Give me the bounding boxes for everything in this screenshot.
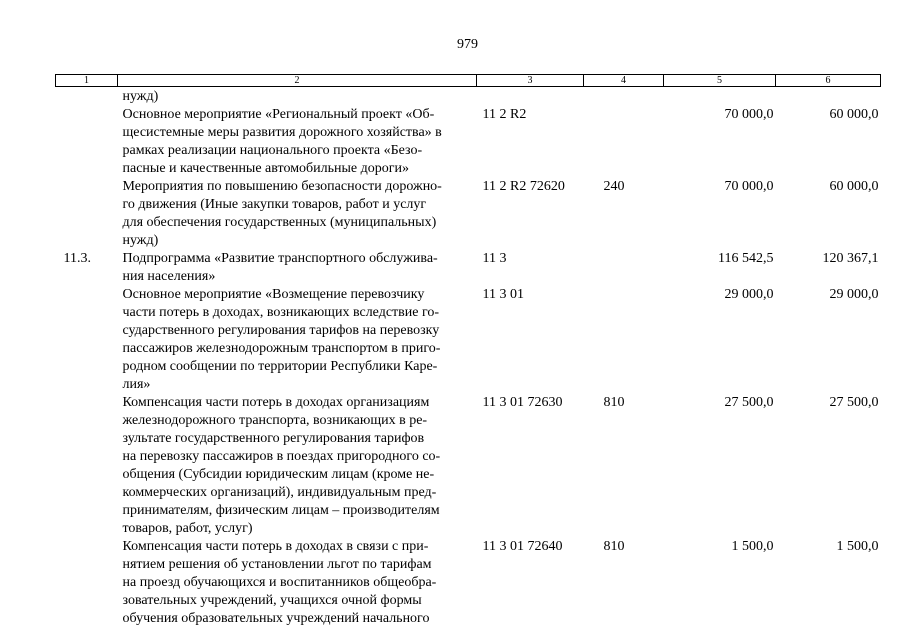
row-number — [56, 106, 118, 178]
row-amount-year-1: 70 000,0 — [724, 107, 774, 122]
row-amount-year-2 — [776, 87, 881, 107]
description-line: Основное мероприятие «Региональный проект «Об- — [122, 107, 435, 122]
row-target-code: 11 3 01 — [482, 287, 524, 302]
description-line: пасные и качественные автомобильные дороги» — [122, 161, 410, 176]
description-line: зультате государственного регулирования тарифов — [122, 431, 425, 446]
description-line: ния населения» — [122, 269, 216, 284]
row-target-code: 11 2 R2 — [482, 107, 527, 122]
description-line: Мероприятия по повышению безопасности дорожно- — [122, 179, 442, 194]
description-line: нятием решения об установлении льгот по тарифам — [122, 557, 432, 572]
row-expense-type: 240 — [603, 179, 625, 194]
row-target-code — [477, 87, 584, 107]
description-line: го движения (Иные закупки товаров, работ и услуг — [122, 197, 427, 212]
table-body — [56, 87, 881, 629]
column-header-3: 3 — [477, 75, 584, 87]
row-amount-year-1: 1 500,0 — [731, 539, 774, 554]
budget-table — [55, 74, 881, 628]
description-line: принимателям, физическим лицам – производителям — [122, 503, 440, 518]
description-line: общения (Субсидии юридическим лицам (кроме не- — [122, 467, 435, 482]
description-line: на проезд обучающихся и воспитанников общеобра- — [122, 575, 437, 590]
description-line: родном сообщении по территории Республики Каре- — [122, 359, 438, 374]
description-line: пассажиров железнодорожным транспортом в приго- — [122, 341, 441, 356]
description-line: Компенсация части потерь в доходах в связи с при- — [122, 539, 429, 554]
row-number — [56, 178, 118, 250]
description-line: нужд) — [122, 233, 159, 248]
description-line: железнодорожного транспорта, возникающих в ре- — [122, 413, 428, 428]
table-row — [56, 178, 881, 250]
row-amount-year-1: 70 000,0 — [724, 179, 774, 194]
row-number — [56, 87, 118, 107]
description-line: лия» — [122, 377, 151, 392]
table-header-row — [56, 75, 881, 87]
row-amount-year-2: 60 000,0 — [829, 179, 879, 194]
column-header-5: 5 — [664, 75, 776, 87]
row-description — [118, 394, 477, 538]
description-line: коммерческих организаций), индивидуальным пред- — [122, 485, 437, 500]
table-row — [56, 87, 881, 107]
description-line: щесистемные меры развития дорожного хозяйства» в — [122, 125, 442, 140]
row-target-code: 11 3 01 72640 — [482, 539, 563, 554]
row-number — [56, 286, 118, 394]
row-expense-type: 810 — [603, 539, 625, 554]
description-line: товаров, работ, услуг) — [122, 521, 253, 536]
row-expense-type — [584, 250, 664, 286]
description-line: части потерь в доходах, возникающих вследствие го- — [122, 305, 440, 320]
description-line: для обеспечения государственных (муниципальных) — [122, 215, 437, 230]
column-header-6: 6 — [776, 75, 881, 87]
row-amount-year-2: 29 000,0 — [829, 287, 879, 302]
column-header-2: 2 — [118, 75, 477, 87]
row-amount-year-1 — [664, 87, 776, 107]
description-line: зовательных учреждений, учащихся очной формы — [122, 593, 422, 608]
row-description — [118, 538, 477, 628]
table-row — [56, 106, 881, 178]
row-description — [118, 87, 477, 107]
description-line: Подпрограмма «Развитие транспортного обслужива- — [122, 251, 438, 266]
row-expense-type — [584, 87, 664, 107]
row-number — [56, 538, 118, 628]
row-amount-year-1: 116 542,5 — [718, 251, 774, 266]
row-description — [118, 286, 477, 394]
row-amount-year-1: 27 500,0 — [724, 395, 774, 410]
row-expense-type — [584, 286, 664, 394]
description-line: рамках реализации национального проекта «Безо- — [122, 143, 423, 158]
description-line: сударственного регулирования тарифов на перевозку — [122, 323, 440, 338]
description-line: на перевозку пассажиров в поездах пригородного со- — [122, 449, 441, 464]
description-line: Компенсация части потерь в доходах организациям — [122, 395, 430, 410]
row-description — [118, 250, 477, 286]
row-number: 11.3. — [63, 251, 91, 266]
row-amount-year-2: 1 500,0 — [836, 539, 879, 554]
table-row — [56, 286, 881, 394]
row-amount-year-2: 120 367,1 — [822, 251, 879, 266]
row-target-code: 11 2 R2 72620 — [482, 179, 565, 194]
row-amount-year-2: 27 500,0 — [829, 395, 879, 410]
description-line: Основное мероприятие «Возмещение перевозчику — [122, 287, 425, 302]
row-amount-year-1: 29 000,0 — [724, 287, 774, 302]
row-expense-type: 810 — [603, 395, 625, 410]
page-number: 979 — [457, 37, 478, 52]
description-line: нужд) — [122, 89, 159, 104]
description-line: обучения образовательных учреждений начального — [122, 611, 430, 626]
row-amount-year-2: 60 000,0 — [829, 107, 879, 122]
column-header-4: 4 — [584, 75, 664, 87]
row-description — [118, 178, 477, 250]
table-row — [56, 250, 881, 286]
table-row — [56, 538, 881, 628]
table-row — [56, 394, 881, 538]
row-expense-type — [584, 106, 664, 178]
row-number — [56, 394, 118, 538]
column-header-1: 1 — [56, 75, 118, 87]
row-target-code: 11 3 — [482, 251, 507, 266]
row-target-code: 11 3 01 72630 — [482, 395, 563, 410]
row-description — [118, 106, 477, 178]
